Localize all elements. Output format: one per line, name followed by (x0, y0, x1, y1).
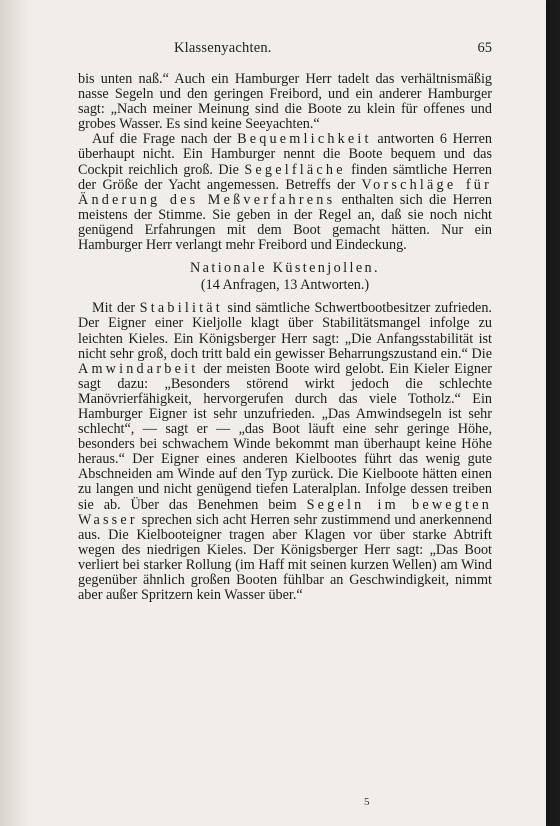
spaced-emphasis: Stabilität (139, 300, 223, 317)
text-run: finden sämtliche Herren der Größe der Yacht angemessen. Betreffs der (78, 161, 492, 193)
section-heading: Nationale Küstenjollen. (190, 260, 380, 277)
paragraph-3 (78, 301, 492, 603)
text-run: sprechen sich acht Herren sehr zustimmend und anerkennend aus. Die Kielbooteigner tragen aber Klagen vor über starke Abtrift wegen des niedrigen Kieles. Der Königsberger Herr sagt: „Das Boot verliert bei starker Rollung (im Haff mit seinen kurzen Wellen) am Wind gegenüber ähnlich großen Booten fühlbar an Geschwindigkeit, nimmt aber außer Spritzern kein Wasser über.“ (78, 511, 492, 604)
spaced-emphasis: Segeln im bewegten Wasser (78, 496, 492, 528)
text-run: Auf die Frage nach der (92, 131, 238, 148)
page-gutter-shadow (0, 0, 30, 826)
spaced-emphasis: Vorschläge für Änderung des Meßverfahrens (78, 176, 492, 208)
running-header (78, 40, 492, 60)
section-subheading: (14 Anfragen, 13 Antworten.) (200, 277, 370, 294)
text-run: enthalten sich die Herren meistens der Stimme. Sie geben in der Regel an, daß sie noch nicht genügend Erfahrungen mit dem Boot gemacht hätten. Nur ein Hamburger Herr verlangt mehr Freibord und Eindeckung. (78, 191, 492, 254)
spaced-emphasis: Amwindarbeit (78, 360, 199, 377)
text-run: der meisten Boote wird gelobt. Ein Kieler Eigner sagt dazu: „Besonders störend wirkt jedoch die schlechte Manövrierfähigkeit, hervorgerufen durch das viele Totholz.“ Ein Hamburger Eigner ist sehr unzufrieden. „Das Amwindsegeln ist sehr schlecht“, — sagt er — „das Boot läuft eine sehr geringe Höhe, besonders bei schwachem Winde bekommt man überhaupt keine Höhe heraus.“ Der Eigner eines anderen Kielbootes führt das wenig gute Abschneiden am Winde auf den Typ zurück. Die Kielboote hätten einen zu langen und nicht genügend tiefen Lateralplan. Infolge dessen treiben sie ab. Über das Benehmen beim (78, 360, 492, 513)
paragraph-1 (78, 72, 492, 132)
text-run: sind sämtliche Schwertbootbesitzer zufrieden. Der Eigner einer Kieljolle klagt über Stabilitätsmangel infolge zu leichten Kieles. Ein Königsberger Herr sagt: „Die Anfangsstabilität ist nicht sehr groß, doch tritt bald ein gewisser Beharrungszustand ein.“ Die (78, 300, 492, 362)
paragraph-2 (78, 132, 492, 253)
text-run: antworten 6 Herren überhaupt nicht. Ein Hamburger nennt die Boote bequem und das Cockpit reichlich groß. Die (78, 131, 492, 178)
text-run: bis unten naß.“ Auch ein Hamburger Herr tadelt das verhältnismäßig nasse Segeln und den geringen Freibord, und ein anderer Hamburger sagt: „Nach meiner Meinung sind die Boote zu klein für offenes und grobes Wasser. Es sind keine Seeyachten.“ (78, 71, 492, 133)
page-number: 65 (477, 40, 492, 56)
signature-mark: 5 (364, 796, 370, 808)
spaced-emphasis: Segelfläche (244, 161, 346, 178)
body-text (78, 72, 492, 603)
running-title: Klassenyachten. (174, 40, 272, 56)
text-run: Mit der (92, 300, 140, 317)
spaced-emphasis: Bequemlichkeit (237, 131, 372, 148)
